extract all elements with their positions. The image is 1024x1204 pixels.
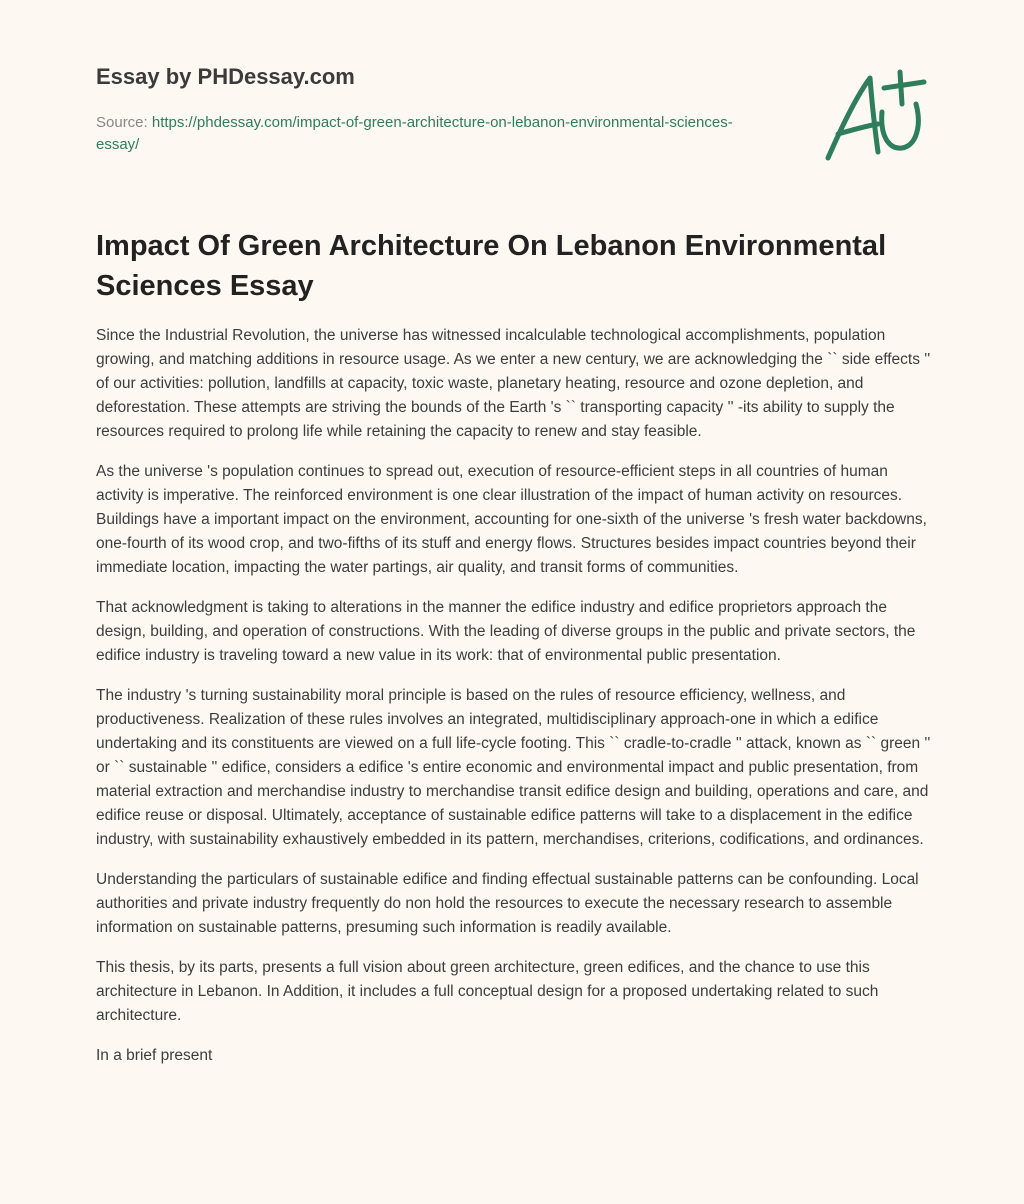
paragraph: Understanding the particulars of sustainable edifice and finding effectual sustainable patterns can be confounding. Local authorities and private industry frequently do non hold the resources to execute the necessary research to assemble information on sustainable patterns, presuming such information is readily available. bbox=[96, 871, 919, 936]
a-plus-logo-icon bbox=[818, 64, 930, 168]
article-title: Impact Of Green Architecture On Lebanon Environmental Sciences Essay bbox=[96, 230, 887, 302]
paragraph: As the universe 's population continues to spread out, execution of resource-efficient steps in all countries of human activity is imperative. The reinforced environment is one clear illustration of the impact of human activity on resources. Buildings have a important impact on the environment, accounting for one-sixth of the universe 's fresh water backdowns, one-fourth of its wood crop, and two-fifths of its stuff and energy flows. Structures besides impact countries beyond their immediate location, impacting the water partings, air quality, and transit forms of communities. bbox=[96, 463, 927, 576]
source-line bbox=[96, 112, 776, 156]
source-label: Source: bbox=[96, 114, 148, 131]
paragraph: That acknowledgment is taking to alterations in the manner the edifice industry and edifice proprietors approach the design, building, and operation of constructions. With the leading of diverse groups in the public and private sectors, the edifice industry is traveling toward a new value in its work: that of environmental public presentation. bbox=[96, 599, 916, 664]
site-brand: Essay by PHDessay.com bbox=[96, 64, 355, 89]
paragraph: The industry 's turning sustainability moral principle is based on the rules of resource efficiency, wellness, and productiveness. Realization of these rules involves an integrated, multidisciplinary approach-one in which a edifice undertaking and its constituents are viewed on a full life-cycle footing. This `` cradle-to-cradle '' attack, known as `` green '' or `` sustainable '' edifice, considers a edifice 's entire economic and environmental impact and public presentation, from material extraction and merchandise industry to merchandise transit edifice design and building, operations and care, and edifice reuse or disposal. Ultimately, acceptance of sustainable edifice patterns will take to a displacement in the edifice industry, with sustainability exhaustively embedded in its pattern, merchandises, criterions, codifications, and ordinances. bbox=[96, 687, 931, 848]
source-link[interactable]: https://phdessay.com/impact-of-green-architecture-on-lebanon-environmental-sciences-essay/ bbox=[96, 114, 733, 153]
paragraph: In a brief present bbox=[96, 1047, 213, 1064]
paragraph: Since the Industrial Revolution, the universe has witnessed incalculable technological accomplishments, population growing, and matching additions in resource usage. As we enter a new century, we are acknowledging the `` side effects '' of our activities: pollution, landfills at capacity, toxic waste, planetary heating, resource and ozone depletion, and deforestation. These attempts are striving the bounds of the Earth 's `` transporting capacity '' -its ability to supply the resources required to prolong life while retaining the capacity to renew and stay feasible. bbox=[96, 327, 931, 440]
article-body bbox=[96, 324, 932, 1084]
paragraph: This thesis, by its parts, presents a full vision about green architecture, green edifices, and the chance to use this architecture in Lebanon. In Addition, it includes a full conceptual design for a proposed undertaking related to such architecture. bbox=[96, 959, 879, 1024]
